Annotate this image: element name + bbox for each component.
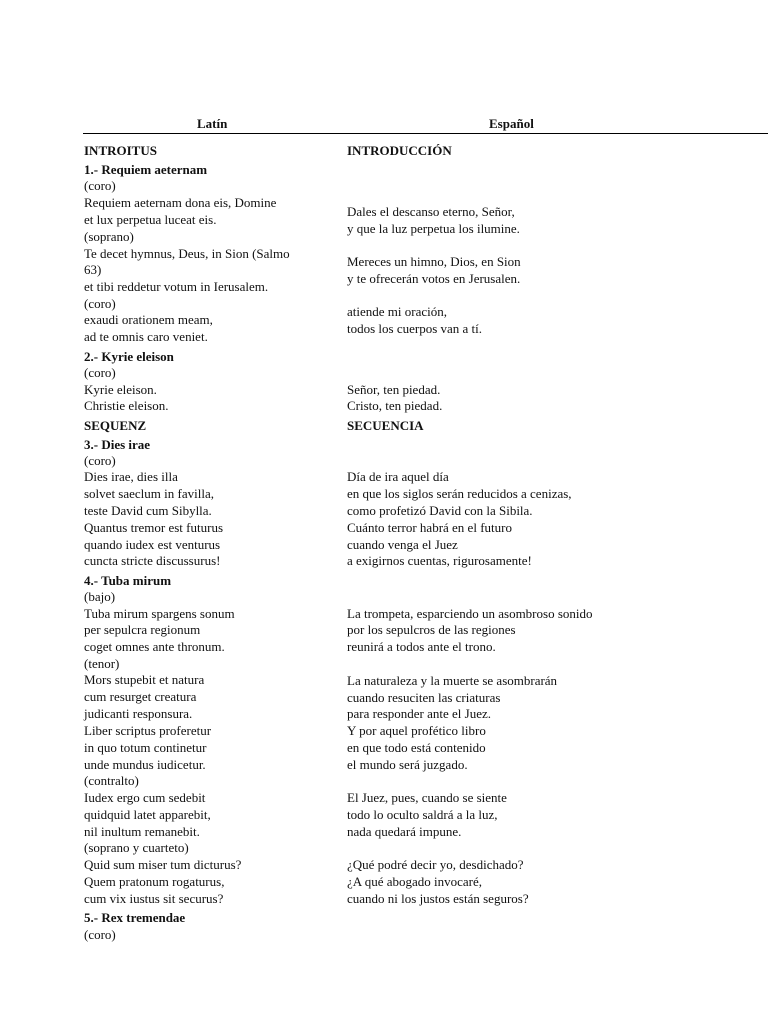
- text-line: Cristo, ten piedad.: [347, 398, 443, 413]
- text-line: quando iudex est venturus: [84, 537, 221, 552]
- text-line: atiende mi oración,: [347, 304, 447, 319]
- text-line: (tenor): [84, 656, 120, 671]
- text-line: reunirá a todos ante el trono.: [347, 639, 496, 654]
- text-line: coget omnes ante thronum.: [84, 639, 225, 654]
- text-line: todos los cuerpos van a tí.: [347, 321, 483, 336]
- text-line: el mundo será juzgado.: [347, 757, 468, 772]
- text-line: (soprano): [84, 229, 134, 244]
- text-line: El Juez, pues, cuando se siente: [347, 790, 507, 805]
- section-heading: SECUENCIA: [347, 418, 424, 433]
- text-line: Christie eleison.: [84, 398, 169, 413]
- text-line: (contralto): [84, 773, 139, 788]
- text-line: (soprano y cuarteto): [84, 840, 189, 855]
- text-line: (coro): [84, 365, 116, 380]
- text-line: Y por aquel profético libro: [347, 723, 486, 738]
- text-line: solvet saeclum in favilla,: [84, 486, 214, 501]
- text-line: et lux perpetua luceat eis.: [84, 212, 217, 227]
- text-line: exaudi orationem meam,: [84, 312, 213, 327]
- section-heading: INTROITUS: [84, 143, 157, 158]
- text-line: 63): [84, 262, 102, 277]
- text-line: (bajo): [84, 589, 116, 604]
- text-line: Día de ira aquel día: [347, 469, 449, 484]
- text-line: Iudex ergo cum sedebit: [84, 790, 206, 805]
- text-line: Tuba mirum spargens sonum: [84, 606, 235, 621]
- section-heading: SEQUENZ: [84, 418, 147, 433]
- text-line: todo lo oculto saldrá a la luz,: [347, 807, 498, 822]
- text-line: por los sepulcros de las regiones: [347, 622, 516, 637]
- text-line: Requiem aeternam dona eis, Domine: [84, 195, 277, 210]
- text-line: en que todo está contenido: [347, 740, 486, 755]
- text-line: cuando ni los justos están seguros?: [347, 891, 529, 906]
- text-line: Quem pratonum rogaturus,: [84, 874, 225, 889]
- text-line: cum resurget creatura: [84, 689, 197, 704]
- text-line: cuando venga el Juez: [347, 537, 458, 552]
- text-line: La trompeta, esparciendo un asombroso sonido: [347, 606, 593, 621]
- text-line: Dies irae, dies illa: [84, 469, 178, 484]
- text-line: cuncta stricte discussurus!: [84, 553, 221, 568]
- text-line: cuando resuciten las criaturas: [347, 690, 501, 705]
- header-divider: [83, 133, 768, 134]
- text-line: Quantus tremor est futurus: [84, 520, 224, 535]
- text-line: Kyrie eleison.: [84, 382, 157, 397]
- text-line: Mors stupebit et natura: [84, 672, 205, 687]
- text-line: (coro): [84, 453, 116, 468]
- text-line: Liber scriptus proferetur: [84, 723, 212, 738]
- text-line: en que los siglos serán reducidos a cenizas,: [347, 486, 572, 501]
- text-line: y que la luz perpetua los ilumine.: [347, 221, 520, 236]
- text-line: como profetizó David con la Sibila.: [347, 503, 533, 518]
- column-header-latin: Latín: [197, 116, 228, 131]
- text-line: teste David cum Sibylla.: [84, 503, 212, 518]
- text-line: in quo totum continetur: [84, 740, 207, 755]
- text-line: para responder ante el Juez.: [347, 706, 492, 721]
- text-line: ad te omnis caro veniet.: [84, 329, 208, 344]
- section-heading: 2.- Kyrie eleison: [84, 349, 174, 364]
- text-line: unde mundus iudicetur.: [84, 757, 206, 772]
- text-line: nil inultum remanebit.: [84, 824, 200, 839]
- text-line: Cuánto terror habrá en el futuro: [347, 520, 512, 535]
- text-line: et tibi reddetur votum in Ierusalem.: [84, 279, 269, 294]
- text-line: y te ofrecerán votos en Jerusalen.: [347, 271, 521, 286]
- section-heading: 4.- Tuba mirum: [84, 573, 172, 588]
- text-line: Señor, ten piedad.: [347, 382, 441, 397]
- text-line: a exigirnos cuentas, rigurosamente!: [347, 553, 532, 568]
- text-line: cum vix iustus sit securus?: [84, 891, 224, 906]
- text-line: Mereces un himno, Dios, en Sion: [347, 254, 521, 269]
- text-line: La naturaleza y la muerte se asombrarán: [347, 673, 558, 688]
- text-line: (coro): [84, 927, 116, 942]
- text-line: Quid sum miser tum dicturus?: [84, 857, 242, 872]
- column-header-spanish: Español: [489, 116, 534, 131]
- text-line: nada quedará impune.: [347, 824, 462, 839]
- text-line: ¿Qué podré decir yo, desdichado?: [347, 857, 524, 872]
- text-line: Te decet hymnus, Deus, in Sion (Salmo: [84, 246, 290, 261]
- text-line: quidquid latet apparebit,: [84, 807, 211, 822]
- section-heading: 3.- Dies irae: [84, 437, 151, 452]
- text-line: per sepulcra regionum: [84, 622, 201, 637]
- text-line: Dales el descanso eterno, Señor,: [347, 204, 515, 219]
- text-line: ¿A qué abogado invocaré,: [347, 874, 483, 889]
- section-heading: 5.- Rex tremendae: [84, 910, 186, 925]
- text-line: judicanti responsura.: [84, 706, 193, 721]
- section-heading: 1.- Requiem aeternam: [84, 162, 208, 177]
- text-line: (coro): [84, 296, 116, 311]
- text-line: (coro): [84, 178, 116, 193]
- section-heading: INTRODUCCIÓN: [347, 143, 452, 158]
